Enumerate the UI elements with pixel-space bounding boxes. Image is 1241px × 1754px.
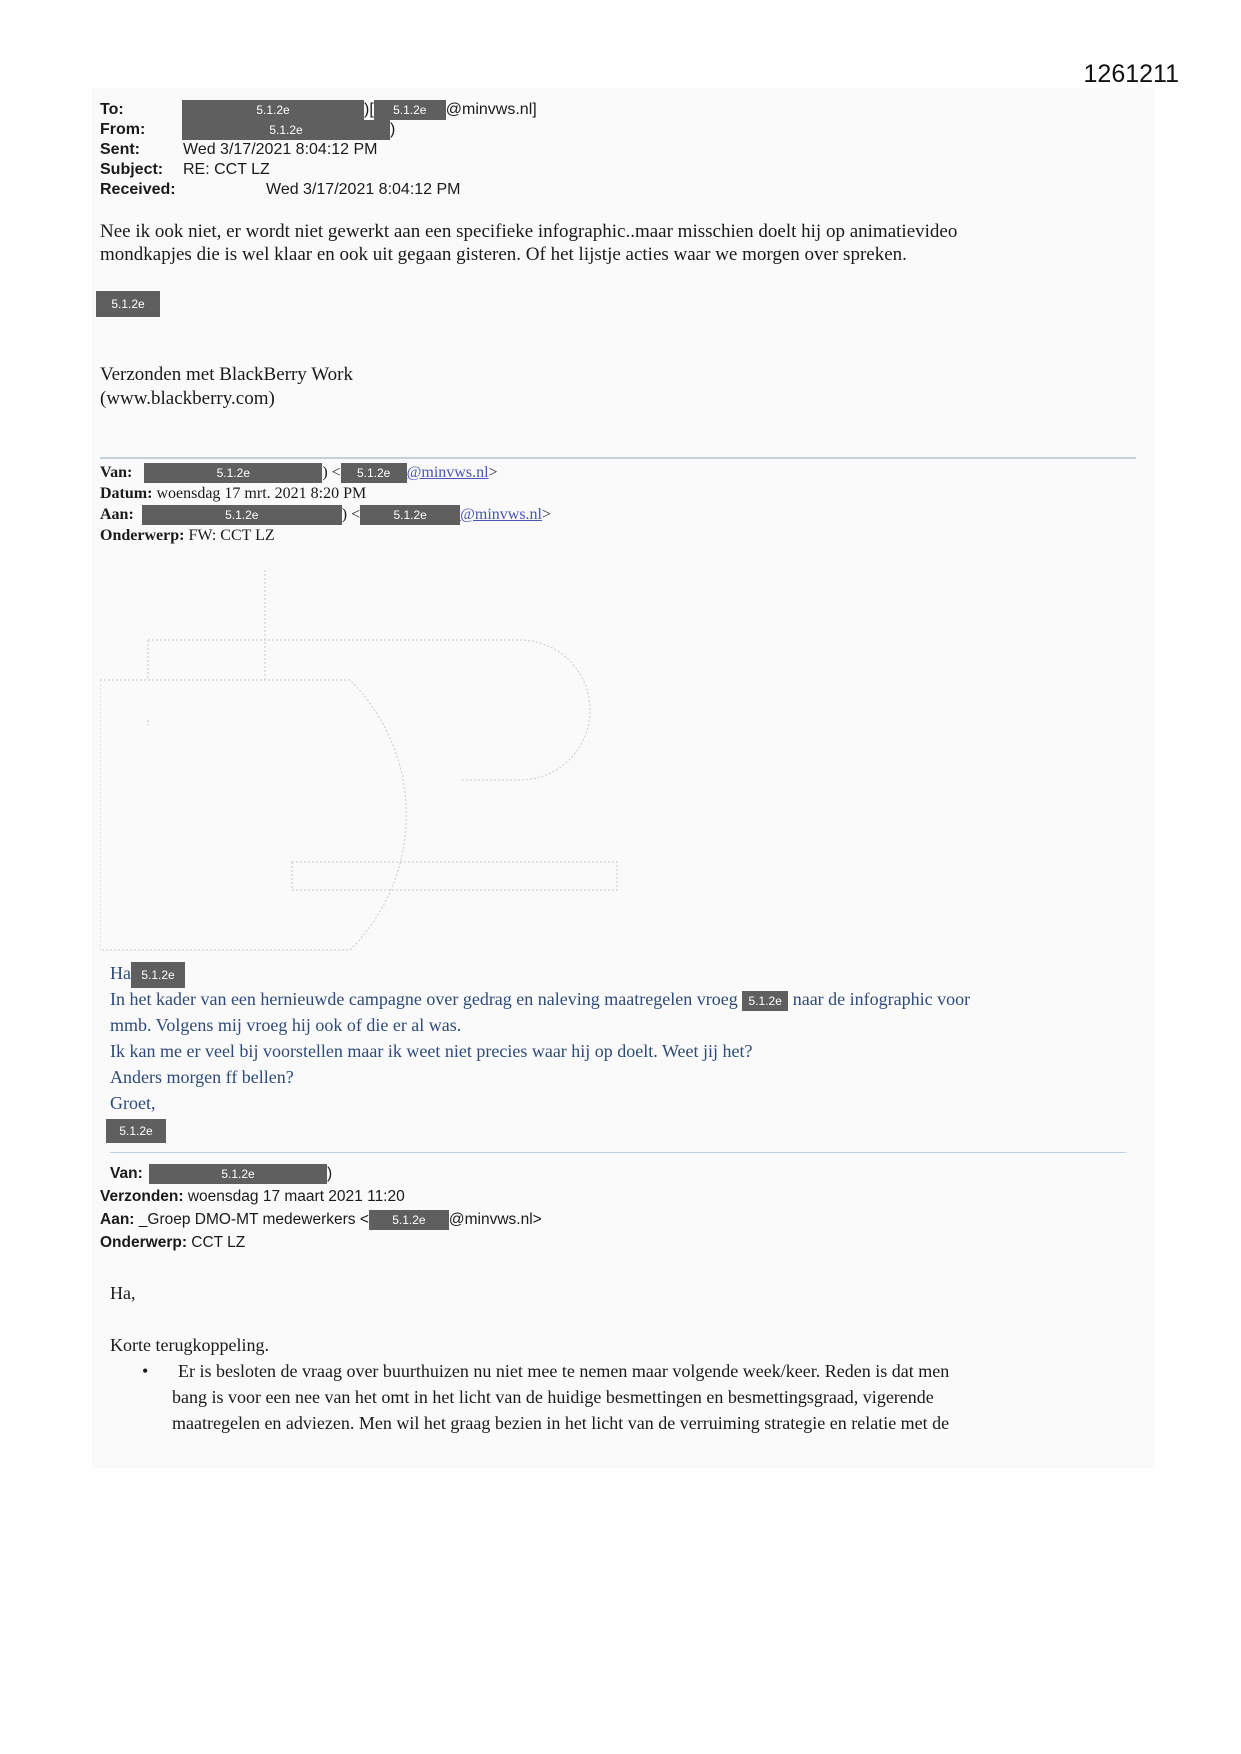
- message-1-line: Nee ik ook niet, er wordt niet gewerkt aan een specifieke infographic..maar misschien doelt hij op animatievideo: [100, 221, 958, 242]
- signature-line: Verzonden met BlackBerry Work: [100, 364, 353, 385]
- redaction-box: 5.1.2e: [374, 100, 446, 120]
- message-2-body: [110, 960, 970, 1142]
- message-3-intro: Korte terugkoppeling.: [110, 1335, 269, 1355]
- document-number: 1261211: [1083, 60, 1179, 88]
- message-2-line: naar de infographic voor: [792, 989, 971, 1009]
- message-1-line: mondkapjes die is wel klaar en ook uit gegaan gisteren. Of het lijstje acties waar we morgen over spreken.: [100, 244, 907, 265]
- aan-bracket: ) <: [341, 506, 361, 523]
- bullet-line: Er is besloten de vraag over buurthuizen nu niet mee te nemen maar volgende week/keer. Reden is dat men: [178, 1361, 950, 1381]
- received-value: Wed 3/17/2021 8:04:12 PM: [266, 181, 461, 198]
- van-label: Van:: [110, 1165, 143, 1182]
- redaction-box: 5.1.2e: [149, 1164, 327, 1184]
- to-email-suffix: @minvws.nl]: [445, 101, 537, 119]
- message-1-body: [100, 220, 1100, 266]
- aan-email-link[interactable]: @minvws.nl: [460, 506, 542, 523]
- redaction-box: 5.1.2e: [742, 991, 788, 1011]
- aan-label: Aan:: [100, 506, 134, 523]
- message-3-body: [110, 1280, 1110, 1436]
- aan-row: [100, 504, 551, 525]
- message-2-line: mmb. Volgens mij vroeg hij ook of die er al was.: [110, 1015, 462, 1035]
- message-2-line: In het kader van een hernieuwde campagne over gedrag en naleving maatregelen vroeg: [110, 989, 738, 1009]
- aan-end: >: [542, 506, 552, 523]
- redaction-box: 5.1.2e: [142, 505, 342, 525]
- datum-label: Datum:: [100, 485, 153, 502]
- onderwerp-value: FW: CCT LZ: [188, 527, 275, 544]
- list-item: [110, 1358, 1110, 1436]
- bullet-icon: •: [142, 1361, 149, 1381]
- van-end: ): [327, 1165, 333, 1182]
- message-2-greeting: Ha: [110, 963, 131, 983]
- van-end: >: [488, 464, 498, 481]
- bullet-line: bang is voor een nee van het omt in het licht van de huidige besmettingen en besmettingsgraad, vigerende: [172, 1387, 934, 1407]
- message-3-greeting: Ha,: [110, 1283, 136, 1303]
- van-email-link[interactable]: @minvws.nl: [406, 464, 489, 481]
- separator-line: [110, 1152, 1126, 1153]
- redaction-box: 5.1.2e: [106, 1119, 166, 1143]
- from-suffix: ): [390, 121, 396, 139]
- redaction-box: 5.1.2e: [341, 463, 407, 483]
- sent-label: Sent:: [100, 141, 140, 158]
- sent-value: Wed 3/17/2021 8:04:12 PM: [183, 141, 378, 158]
- email-header-2: [100, 462, 551, 546]
- redaction-box: 5.1.2e: [182, 100, 364, 120]
- signature: [100, 363, 353, 411]
- aan-label: Aan:: [100, 1211, 135, 1228]
- bullet-line: maatregelen en adviezen. Men wil het graag bezien in het licht van de verruiming strategie en relatie met de: [172, 1413, 950, 1433]
- message-2-line: Groet,: [110, 1093, 156, 1113]
- onderwerp-row: [100, 525, 551, 546]
- onderwerp-label: Onderwerp:: [100, 527, 185, 544]
- to-bracket: )[: [364, 101, 374, 119]
- onderwerp-value: CCT LZ: [191, 1234, 246, 1251]
- verzonden-label: Verzonden:: [100, 1188, 184, 1205]
- redaction-box: 5.1.2e: [144, 463, 322, 483]
- redaction-box: 5.1.2e: [182, 120, 390, 140]
- message-2-line: Ik kan me er veel bij voorstellen maar ik weet niet precies waar hij op doelt. Weet jij het?: [110, 1041, 753, 1061]
- redaction-box: 5.1.2e: [131, 962, 185, 988]
- subject-label: Subject:: [100, 161, 164, 178]
- van-label: Van:: [100, 464, 133, 481]
- to-label: To:: [100, 101, 124, 118]
- separator-line: [100, 457, 1136, 459]
- onderwerp-label: Onderwerp:: [100, 1234, 187, 1251]
- redaction-box: 5.1.2e: [96, 291, 160, 317]
- email-header-3: [100, 1162, 542, 1254]
- signature-line: (www.blackberry.com): [100, 388, 275, 409]
- aan-row: [100, 1208, 542, 1231]
- van-row: [100, 1162, 542, 1185]
- verzonden-row: [100, 1185, 542, 1208]
- datum-row: [100, 483, 551, 504]
- datum-value: woensdag 17 mrt. 2021 8:20 PM: [156, 485, 367, 502]
- van-row: [100, 462, 551, 483]
- aan-value: _Groep DMO-MT medewerkers <: [138, 1211, 369, 1228]
- received-label: Received:: [100, 181, 176, 198]
- redaction-box: 5.1.2e: [369, 1210, 449, 1230]
- from-label: From:: [100, 121, 146, 138]
- aan-email: @minvws.nl>: [448, 1211, 542, 1228]
- van-bracket: ) <: [322, 464, 341, 481]
- subject-value: RE: CCT LZ: [183, 161, 270, 178]
- message-2-line: Anders morgen ff bellen?: [110, 1067, 294, 1087]
- onderwerp-row: [100, 1231, 542, 1254]
- faint-logo-graphic: [100, 570, 640, 970]
- verzonden-value: woensdag 17 maart 2021 11:20: [187, 1188, 405, 1205]
- redaction-box: 5.1.2e: [360, 505, 460, 525]
